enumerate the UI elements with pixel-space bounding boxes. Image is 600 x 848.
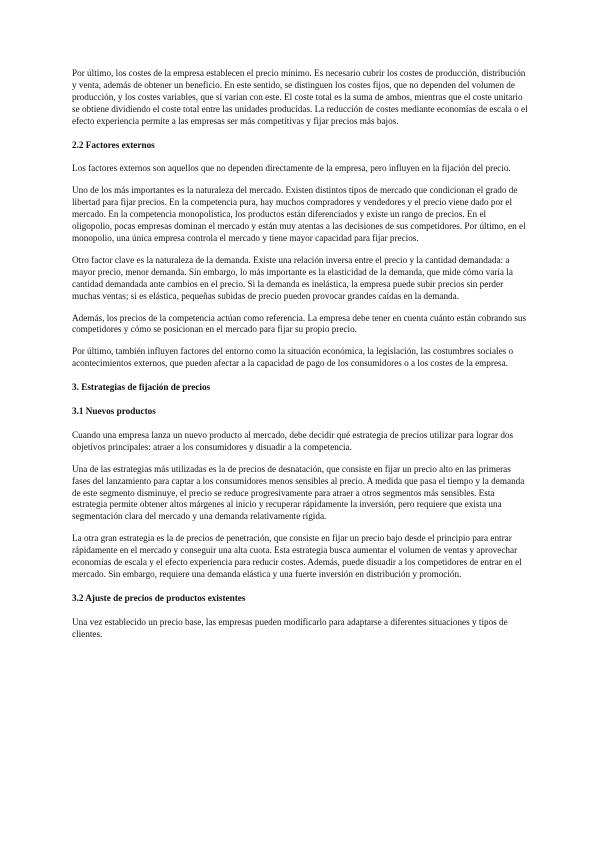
heading-ajuste-precios: 3.2 Ajuste de precios de productos existentes: [72, 592, 246, 603]
paragraph-penetracion: La otra gran estrategia es la de precios de penetración, que consiste en fijar un precio bajo desde el principio para entrar rápidamente en el mercado y conseguir una alta cuota. Esta estrategia busca aumentar el volumen de ventas y aprovechar economías de escala y el efecto experiencia para reducir costes. Además, puede disuadir a los competidores de entrar en el mercado. Sin embargo, requiere una demanda elástica y una fuerte inversión en distribución y promoción.: [72, 533, 522, 579]
paragraph-factores-externos-intro: Los factores externos son aquellos que no dependen directamente de la empresa, pero influyen en la fijación del precio.: [72, 163, 511, 174]
paragraph-nuevo-producto: Cuando una empresa lanza un nuevo producto al mercado, debe decidir qué estrategia de precios utilizar para lograr dos objetivos principales: atraer a los consumidores y disuadir a la competencia.: [72, 429, 514, 452]
heading-nuevos-productos: 3.1 Nuevos productos: [72, 406, 156, 417]
paragraph-competencia: Además, los precios de la competencia actúan como referencia. La empresa debe tener en cuenta cuánto están cobrando sus competidores y cómo se posicionan en el mercado para fijar su propio precio.: [72, 312, 527, 335]
document-page: [72, 68, 528, 651]
paragraph-precio-base: Una vez establecido un precio base, las empresas pueden modificarlo para adaptarse a diferentes situaciones y tipos de clientes.: [72, 616, 508, 639]
paragraph-entorno: Por último, también influyen factores del entorno como la situación económica, la legislación, las costumbres sociales o acontecimientos externos, que pueden afectar a la capacidad de pago de los consumidores o a los costes de la empresa.: [72, 346, 514, 369]
paragraph-naturaleza-demanda: Otro factor clave es la naturaleza de la demanda. Existe una relación inversa entre el precio y la cantidad demandada: a mayor precio, menor demanda. Sin embargo, lo más importante es la elasticidad de la demanda, que mide cómo varía la cantidad demandada ante cambios en el precio. Si la demanda es inelástica, la empresa puede subir precios sin perder muchas ventas; si es elástica, pequeñas subidas de precio pueden provocar grandes caídas en la demanda.: [72, 254, 513, 301]
paragraph-naturaleza-mercado: Uno de los más importantes es la naturaleza del mercado. Existen distintos tipos de mercado que condicionan el grado de libertad para fijar precios. En la competencia pura, hay muchos compradores y vendedores y el precio viene dado por el mercado. En la competencia monopolística, los productos están diferenciados y existe un rango de precios. En el oligopolio, pocas empresas dominan el mercado y están muy atentas a las decisiones de sus competidores. Por último, en el monopolio, una única empresa controla el mercado y tiene mayor capacidad para fijar precios.: [72, 185, 526, 243]
heading-factores-externos: 2.2 Factores externos: [72, 139, 155, 150]
heading-estrategias: 3. Estrategias de fijación de precios: [72, 382, 211, 393]
paragraph-desnatacion: Una de las estrategias más utilizadas es la de precios de desnatación, que consiste en fijar un precio alto en las primeras fases del lanzamiento para captar a los consumidores menos sensibles al precio. A medida que pasa el tiempo y la demanda de este segmento disminuye, el precio se reduce progresivamente para atraer a otros segmentos más sensibles. Esta estrategia permite obtener altos márgenes al inicio y recuperar rápidamente la inversión, pero requiere que exista una segmentación clara del mercado y una demanda relativamente rígida.: [72, 463, 525, 522]
paragraph-costes: Por último, los costes de la empresa establecen el precio mínimo. Es necesario cubrir los costes de producción, distribución y venta, además de obtener un beneficio. En este sentido, se distinguen los costes fijos, que no dependen del volumen de producción, y los costes variables, que sí varían con este. El coste total es la suma de ambos, mientras que el coste unitario se obtiene dividiendo el coste total entre las unidades producidas. La reducción de costes mediante economías de escala o el efecto experiencia permite a las empresas ser más competitivas y fijar precios más bajos.: [72, 68, 528, 126]
